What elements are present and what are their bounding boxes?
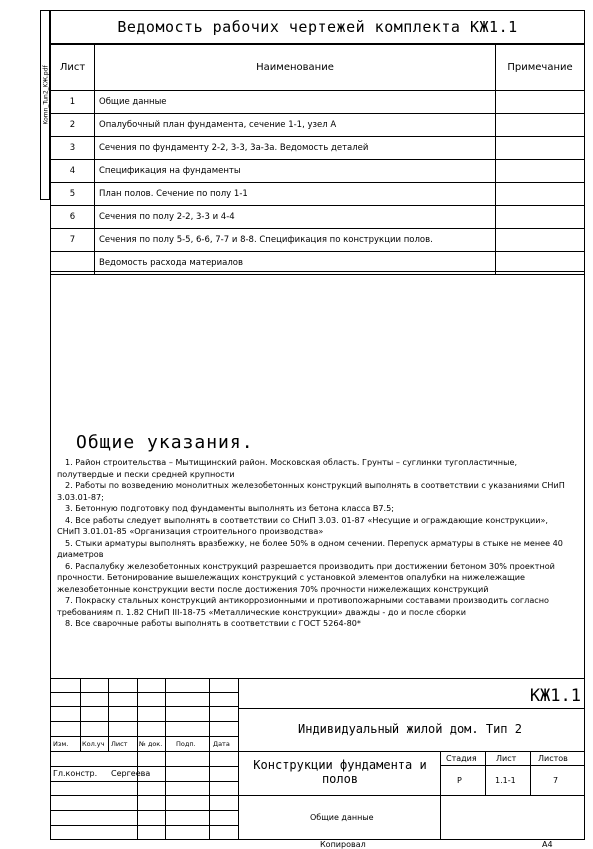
note-item: 4. Все работы следует выполнять в соответствии со СНиП 3.03. 01-87 «Несущие и ограждающие конструкции», СНиП 3.01.01-85 «Организация строительного производства»	[57, 514, 549, 536]
col-date: Дата	[213, 740, 230, 748]
row-note	[496, 91, 585, 114]
role-label: Гл.констр.	[53, 769, 98, 778]
person-name: Сергеева	[111, 769, 151, 778]
document-code: КЖ1.1	[529, 686, 581, 706]
row-note	[496, 160, 585, 183]
doc-title: Конструкции фундамента и полов	[253, 758, 427, 786]
row-name: Сечения по полу 2-2, 3-3 и 4-4	[95, 206, 496, 229]
tb-rule	[440, 751, 441, 840]
table-header	[51, 45, 585, 91]
col-sign: Подп.	[176, 740, 196, 748]
table-bottom-rule	[50, 271, 585, 272]
row-num: 3	[51, 137, 95, 160]
table-row	[51, 137, 585, 160]
sheets-label: Листов	[538, 754, 568, 763]
tb-rule	[440, 765, 585, 766]
sheets-value: 7	[553, 776, 559, 785]
table-row	[51, 91, 585, 114]
side-label: Komn_Tun2_KЖ.pdf	[42, 65, 50, 125]
header-name: Наименование	[95, 45, 496, 91]
header-note: Примечание	[496, 45, 585, 91]
row-num: 5	[51, 183, 95, 206]
row-name: Опалубочный план фундамента, сечение 1-1, узел А	[95, 114, 496, 137]
row-note	[496, 206, 585, 229]
tb-rule	[50, 795, 585, 796]
row-note	[496, 229, 585, 252]
row-name: План полов. Сечение по полу 1-1	[95, 183, 496, 206]
row-num: 2	[51, 114, 95, 137]
general-notes	[57, 457, 567, 630]
row-note	[496, 137, 585, 160]
notes-heading: Общие указания.	[76, 432, 254, 453]
row-name: Спецификация на фундаменты	[95, 160, 496, 183]
tb-rule	[165, 678, 166, 840]
sheet-label: Лист	[496, 754, 517, 763]
col-change: Изм.	[53, 740, 69, 748]
row-note	[496, 183, 585, 206]
note-item: 6. Распалубку железобетонных конструкций разрешается производить при достижении бетоном 30% проектной прочности. Бетонирование вышележащих конструкций с установкой элементов опалубки на нижележащие железобетонные конструкции вести после достижения 70% прочности нижележащих конструкций	[57, 560, 555, 594]
tb-rule	[238, 678, 239, 840]
tb-rule	[238, 708, 585, 709]
note-item: 5. Стыки арматуры выполнять вразбежку, не более 50% в одном сечении. Перепуск арматуры в стыке не менее 40 диаметров	[57, 537, 563, 559]
tb-rule	[50, 751, 585, 752]
note-item: 2. Работы по возведению монолитных железобетонных конструкций выполнять в соответствии с указаниями СНиП 3.03.01-87;	[57, 480, 565, 502]
row-num: 6	[51, 206, 95, 229]
row-note	[496, 114, 585, 137]
col-doc: № док.	[139, 740, 163, 748]
tb-rule	[530, 751, 531, 795]
sheet-title: Ведомость рабочих чертежей комплекта КЖ1.1	[50, 10, 585, 44]
row-num: 7	[51, 229, 95, 252]
table-row	[51, 160, 585, 183]
col-count: Кол.уч	[82, 740, 105, 748]
tb-rule	[209, 678, 210, 840]
row-num: 1	[51, 91, 95, 114]
header-sheet: Лист	[51, 45, 95, 91]
note-item: 7. Покраску стальных конструкций антикоррозионными и противопожарными составами производить согласно требованиям п. 1.82 СНиП III-18-75 «Металлические конструкции» дважды - до и после сборки	[57, 595, 549, 617]
project-title: Индивидуальный жилой дом. Тип 2	[298, 722, 522, 736]
row-name: Сечения по полу 5-5, 6-6, 7-7 и 8-8. Спецификация по конструкции полов.	[95, 229, 496, 252]
sheet-name: Общие данные	[310, 813, 374, 822]
copied-label: Копировал	[320, 840, 366, 849]
note-item: 8. Все сварочные работы выполнять в соответствии с ГОСТ 5264-80*	[65, 618, 361, 628]
format-label: А4	[542, 840, 553, 849]
stage-label: Стадия	[446, 754, 477, 763]
side-stamp	[40, 10, 50, 200]
row-name: Сечения по фундаменту 2-2, 3-3, 3а-3а. Ведомость деталей	[95, 137, 496, 160]
table-row	[51, 206, 585, 229]
note-item: 3. Бетонную подготовку под фундаменты выполнять из бетона класса В7.5;	[65, 503, 395, 513]
row-name: Общие данные	[95, 91, 496, 114]
col-sheet: Лист	[111, 740, 128, 748]
drawings-table	[50, 44, 585, 275]
note-item: 1. Район строительства – Мытищинский район. Московская область. Грунты – суглинки тугопластичные, полутвердые и пески средней крупности	[57, 457, 518, 479]
tb-rule	[108, 678, 109, 751]
sheet-value: 1.1-1	[495, 776, 516, 785]
table-row	[51, 229, 585, 252]
tb-rule	[485, 751, 486, 795]
stage-value: Р	[457, 776, 462, 785]
row-num: 4	[51, 160, 95, 183]
table-row	[51, 114, 585, 137]
tb-rule	[137, 678, 138, 840]
table-row	[51, 183, 585, 206]
tb-rule	[80, 678, 81, 751]
row-name: Ведомость расхода материалов	[95, 252, 496, 275]
